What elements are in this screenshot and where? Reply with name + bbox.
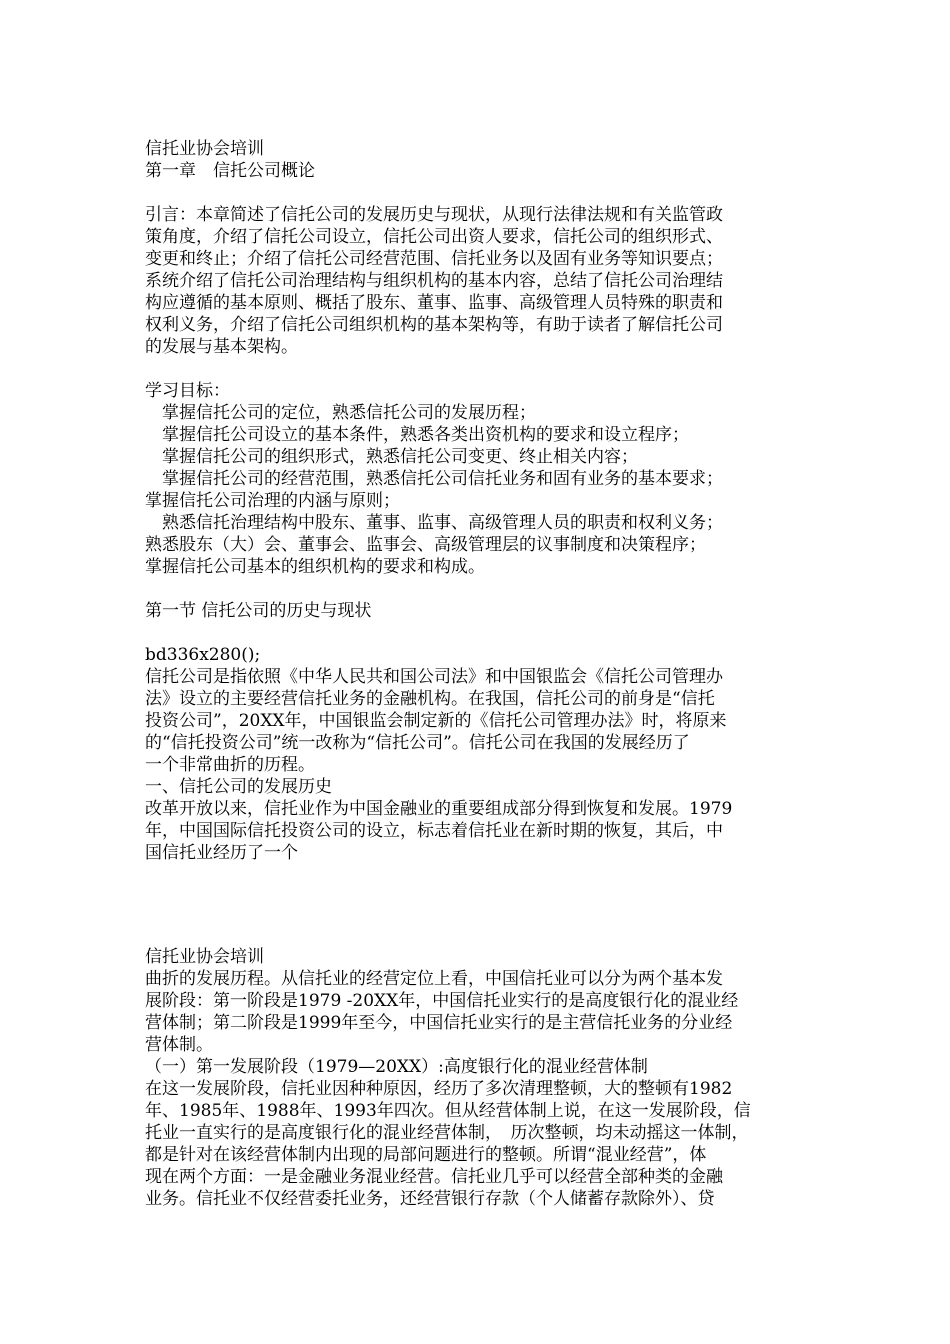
- objective-item: 掌握信托公司的组织形式，熟悉信托公司变更、终止相关内容；: [145, 447, 638, 467]
- objective-item: 掌握信托公司的定位，熟悉信托公司的发展历程；: [145, 403, 536, 423]
- body-line: 托业一直实行的是高度银行化的混业经营体制， 历次整顿，均未动摇这一体制，: [145, 1123, 749, 1143]
- body-line: 营体制；第二阶段是1999年至今，中国信托业实行的是主营信托业务的分业经: [145, 1013, 733, 1033]
- objective-item: 掌握信托公司设立的基本条件，熟悉各类出资机构的要求和设立程序；: [145, 425, 689, 445]
- subsection-title: 一、信托公司的发展历史: [145, 777, 332, 797]
- intro-line: 系统介绍了信托公司治理结构与组织机构的基本内容，总结了信托公司治理结: [145, 271, 723, 291]
- body-line: 营体制。: [145, 1035, 213, 1055]
- body-line: 曲折的发展历程。从信托业的经营定位上看，中国信托业可以分为两个基本发: [145, 969, 723, 989]
- body-line: 年、1985年、1988年、1993年四次。但从经营体制上说，在这一发展阶段，信: [145, 1101, 751, 1121]
- intro-line: 构应遵循的基本原则、概括了股东、董事、监事、高级管理人员特殊的职责和: [145, 293, 723, 313]
- running-header: 信托业协会培训: [145, 947, 264, 967]
- section-title: 第一节 信托公司的历史与现状: [145, 601, 372, 621]
- running-header: 信托业协会培训: [145, 139, 264, 159]
- intro-line: 的发展与基本架构。: [145, 337, 298, 357]
- body-line: 一个非常曲折的历程。: [145, 755, 315, 775]
- intro-line: 策角度，介绍了信托公司设立，信托公司出资人要求，信托公司的组织形式、: [145, 227, 723, 247]
- objective-item: 掌握信托公司基本的组织机构的要求和构成。: [145, 557, 485, 577]
- intro-line: 权利义务，介绍了信托公司组织机构的基本架构等，有助于读者了解信托公司: [145, 315, 723, 335]
- body-line: 展阶段：第一阶段是1979 -20XX年，中国信托业实行的是高度银行化的混业经: [145, 991, 739, 1011]
- body-line: 现在两个方面：一是金融业务混业经营。信托业几乎可以经营全部种类的金融: [145, 1167, 723, 1187]
- subsection-title: （一）第一发展阶段（1979—20XX）:高度银行化的混业经营体制: [145, 1057, 648, 1077]
- chapter-title: 第一章 信托公司概论: [145, 161, 315, 181]
- body-line: 改革开放以来，信托业作为中国金融业的重要组成部分得到恢复和发展。1979: [145, 799, 733, 819]
- body-line: 业务。信托业不仅经营委托业务，还经营银行存款（个人储蓄存款除外）、贷: [145, 1189, 715, 1209]
- body-line: 都是针对在该经营体制内出现的局部问题进行的整顿。所谓“混业经营”，体: [145, 1145, 707, 1165]
- intro-line: 引言：本章简述了信托公司的发展历史与现状，从现行法律法规和有关监管政: [145, 205, 723, 225]
- objective-item: 熟悉信托治理结构中股东、董事、监事、高级管理人员的职责和权利义务；: [145, 513, 723, 533]
- objective-item: 掌握信托公司治理的内涵与原则；: [145, 491, 400, 511]
- body-line: 信托公司是指依照《中华人民共和国公司法》和中国银监会《信托公司管理办: [145, 667, 723, 687]
- objectives-heading: 学习目标：: [145, 381, 230, 401]
- body-line: 法》设立的主要经营信托业务的金融机构。在我国，信托公司的前身是“信托: [145, 689, 715, 709]
- body-line: 年，中国国际信托投资公司的设立，标志着信托业在新时期的恢复，其后，中: [145, 821, 723, 841]
- body-line: 的“信托投资公司”统一改称为“信托公司”。信托公司在我国的发展经历了: [145, 733, 690, 753]
- ad-placeholder-text: bd336x280();: [145, 645, 261, 665]
- body-line: 投资公司”，20XX年，中国银监会制定新的《信托公司管理办法》时，将原来: [145, 711, 727, 731]
- objective-item: 掌握信托公司的经营范围，熟悉信托公司信托业务和固有业务的基本要求；: [145, 469, 723, 489]
- body-line: 在这一发展阶段，信托业因种种原因，经历了多次清理整顿，大的整顿有1982: [145, 1079, 733, 1099]
- intro-line: 变更和终止；介绍了信托公司经营范围、信托业务以及固有业务等知识要点；: [145, 249, 723, 269]
- objective-item: 熟悉股东（大）会、董事会、监事会、高级管理层的议事制度和决策程序；: [145, 535, 706, 555]
- body-line: 国信托业经历了一个: [145, 843, 298, 863]
